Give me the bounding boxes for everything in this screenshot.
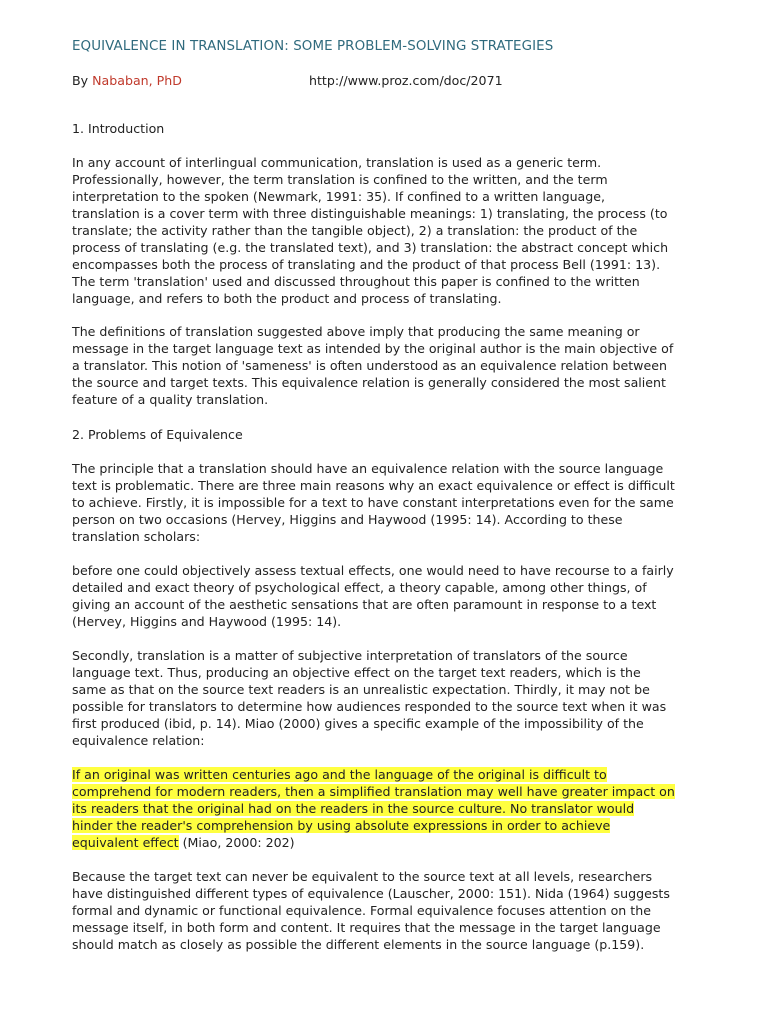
author-name: Nababan, PhD — [92, 73, 182, 88]
text-line: translation scholars: — [72, 529, 201, 544]
text-line: possible for translators to determine how audiences responded to the source text when it was — [72, 699, 667, 714]
block-quote-1 — [72, 562, 712, 630]
section-2-paragraph-2 — [72, 647, 712, 749]
text-line: first produced (ibid, p. 14). Miao (2000) gives a specific example of the impossibility of the — [72, 716, 644, 731]
text-line: language, and refers to both the product and process of translating. — [72, 291, 502, 306]
text-line: feature of a quality translation. — [72, 392, 269, 407]
text-line: Secondly, translation is a matter of subjective interpretation of translators of the source — [72, 648, 628, 663]
byline — [72, 73, 702, 88]
section-1-paragraph-2 — [72, 323, 712, 408]
highlighted-text: equivalent effect — [72, 835, 179, 850]
text-line: should match as closely as possible the different elements in the source language (p.159). — [72, 937, 645, 952]
text-line: person on two occasions (Hervey, Higgins and Haywood (1995: 14). According to these — [72, 512, 623, 527]
text-line: message itself, in both form and content. It requires that the message in the target language — [72, 920, 661, 935]
highlighted-text: If an original was written centuries ago and the language of the original is difficult to — [72, 767, 607, 782]
text-line: process of translating (e.g. the translated text), and 3) translation: the abstract concept which — [72, 240, 669, 255]
section-2-heading: 2. Problems of Equivalence — [72, 427, 243, 442]
text-line: giving an account of the aesthetic sensations that are often paramount in response to a text — [72, 597, 657, 612]
text-line: In any account of interlingual communication, translation is used as a generic term. — [72, 155, 602, 170]
text-line: translation is a cover term with three distinguishable meanings: 1) translating, the process (to — [72, 206, 668, 221]
highlighted-quote — [72, 766, 712, 851]
section-2-paragraph-1 — [72, 460, 712, 545]
text-line: before one could objectively assess textual effects, one would need to have recourse to a fairly — [72, 563, 674, 578]
highlighted-text: its readers that the original had on the readers in the source culture. No translator would — [72, 801, 635, 816]
highlighted-text: comprehend for modern readers, then a simplified translation may well have greater impact on — [72, 784, 675, 799]
by-label: By — [72, 73, 93, 88]
text-line: message in the target language text as intended by the original author is the main objective of — [72, 341, 674, 356]
text-line: The term 'translation' used and discussed throughout this paper is confined to the written — [72, 274, 640, 289]
text-line: to achieve. Firstly, it is impossible for a text to have constant interpretations even for the same — [72, 495, 674, 510]
highlighted-text: hinder the reader's comprehension by using absolute expressions in order to achieve — [72, 818, 611, 833]
text-line: the source and target texts. This equivalence relation is generally considered the most salient — [72, 375, 666, 390]
section-2-paragraph-3 — [72, 868, 712, 953]
text-line: interpretation to the spoken (Newmark, 1991: 35). If confined to a written language, — [72, 189, 606, 204]
text-line: Professionally, however, the term translation is confined to the written, and the term — [72, 172, 608, 187]
text-line: language text. Thus, producing an objective effect on the target text readers, which is the — [72, 665, 641, 680]
text-line: encompasses both the process of translating and the product of that process Bell (1991: 13). — [72, 257, 661, 272]
section-1-paragraph-1 — [72, 154, 712, 307]
source-url: http://www.proz.com/doc/2071 — [309, 73, 503, 88]
section-1-heading: 1. Introduction — [72, 121, 165, 136]
text-line: text is problematic. There are three main reasons why an exact equivalence or effect is difficult — [72, 478, 675, 493]
text-line: detailed and exact theory of psychological effect, a theory capable, among other things, of — [72, 580, 647, 595]
text-line: have distinguished different types of equivalence (Lauscher, 2000: 151). Nida (1964) suggests — [72, 886, 670, 901]
text-line: formal and dynamic or functional equivalence. Formal equivalence focuses attention on the — [72, 903, 651, 918]
text-line: The principle that a translation should have an equivalence relation with the source language — [72, 461, 664, 476]
text-line: a translator. This notion of 'sameness' is often understood as an equivalence relation between — [72, 358, 667, 373]
text-line: same as that on the source text readers is an unrealistic expectation. Thirdly, it may not be — [72, 682, 650, 697]
document-title: EQUIVALENCE IN TRANSLATION: SOME PROBLEM-SOLVING STRATEGIES — [72, 39, 554, 54]
text-line: translate; the activity rather than the tangible object), 2) a translation: the product of the — [72, 223, 638, 238]
text-line: The definitions of translation suggested above imply that producing the same meaning or — [72, 324, 640, 339]
text-line: equivalence relation: — [72, 733, 205, 748]
quote-citation: (Miao, 2000: 202) — [178, 835, 295, 850]
text-line: Because the target text can never be equivalent to the source text at all levels, researchers — [72, 869, 653, 884]
text-line: (Hervey, Higgins and Haywood (1995: 14). — [72, 614, 342, 629]
